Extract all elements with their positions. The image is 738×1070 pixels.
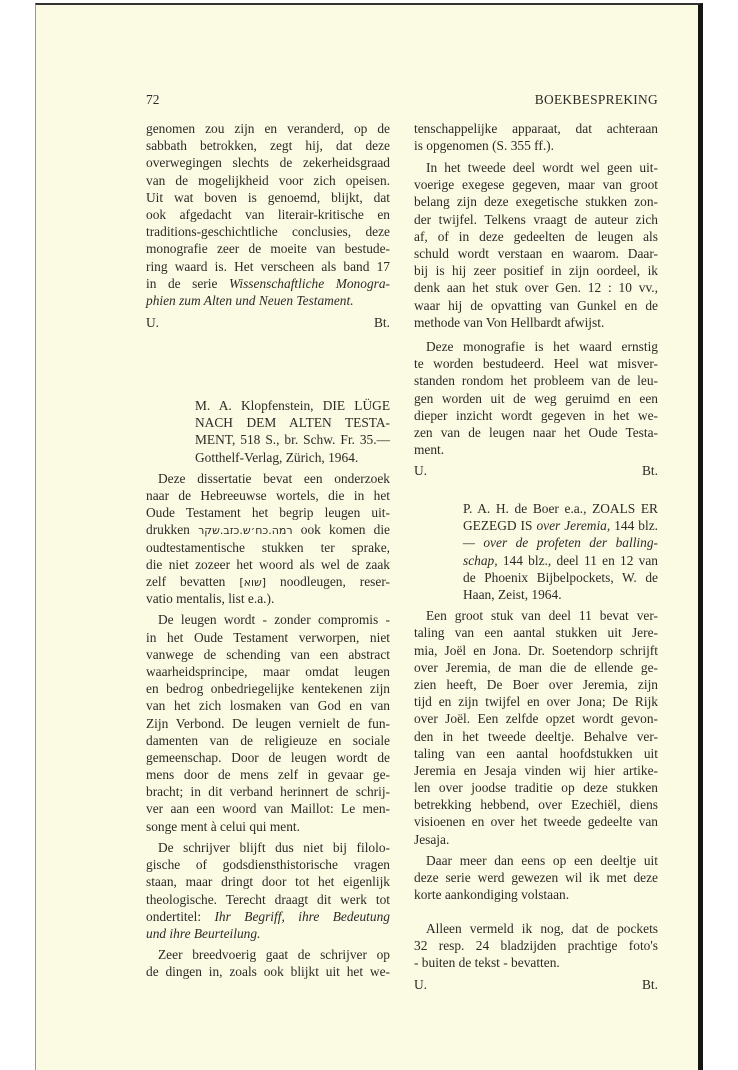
text-line: sabbath betrokken, zegt hij, dat deze [146, 138, 390, 154]
text-line [463, 534, 658, 551]
text-line [146, 275, 390, 292]
text-line: Alleen vermeld ik nog, dat de pockets [426, 921, 658, 936]
text-line: ring waard is. Het verscheen als band 17 [146, 258, 390, 274]
paragraph [146, 611, 390, 834]
text-line [146, 292, 390, 309]
paragraph [146, 839, 390, 942]
signature-initial: U. [146, 315, 160, 330]
text-line: MENT, 518 S., br. Schw. Fr. 35.— [195, 432, 390, 448]
book-citation [195, 397, 390, 466]
reviewer-signature [414, 976, 658, 993]
text-line: in het Oude Testament verworpen, niet [146, 629, 390, 645]
text-line: ment. [414, 442, 445, 458]
text-line [463, 517, 658, 534]
reviewer-signature [414, 462, 658, 479]
signature-initial: U. [414, 976, 428, 992]
text-line: Gotthelf-Verlag, Zürich, 1964. [195, 449, 359, 465]
text-line: Deze dissertatie bevat een onderzoek [158, 470, 390, 486]
text-line: mia, Joël en Jona. Dr. Soetendorp schrijft [414, 642, 658, 658]
text-line: en bedrog onbedriegelijke kentekenen zijn [146, 681, 390, 697]
text-line: gen worden uit de weg geruimd en een [414, 390, 658, 406]
text-line: die niet zozeer het woord als wel de zaak [146, 556, 390, 572]
text-line: Jesaja. [414, 831, 450, 847]
text-line: korte aankondiging volstaan. [414, 887, 570, 903]
italic-text: over Jeremia, [536, 518, 611, 534]
text-line: ver aan een woord van Maillot: Le men- [146, 801, 390, 817]
italic-text: Wissenschaftliche Monogra- [228, 275, 390, 291]
text-line: NACH DEM ALTEN TESTA- [195, 415, 390, 431]
text-line: De leugen wordt - zonder compromis - [158, 612, 390, 628]
text-line: monografie zeer de moeite van bestude- [146, 241, 390, 257]
text-line: theologische. Terecht draagt dit werk tot [146, 891, 390, 907]
text-segment: drukken [146, 522, 199, 538]
signature-name: Bt. [642, 976, 658, 992]
text-line [146, 521, 390, 538]
text-line: schuld wordt verstaan en waarom. Daar- [414, 245, 658, 261]
text-line: deze serie werd gewezen wil ik met deze [414, 870, 658, 886]
text-line: denk aan het stuk over Gen. 12 : 10 vv., [414, 280, 658, 296]
text-line: taling van een aantal stukken uit Jere- [414, 625, 658, 641]
text-line: songe ment à celui qui ment. [146, 818, 300, 834]
paragraph [146, 946, 390, 980]
text-line: gische of godsdiensthistorische vragen [146, 857, 390, 873]
text-line: zen van de leugen naar het Oude Testa- [414, 424, 658, 440]
text-line: Deze monografie is het waard ernstig [426, 339, 658, 354]
text-line: voerige exegese gegeven, maar van groot [414, 177, 658, 193]
text-line: Een groot stuk van deel 11 bevat ver- [426, 608, 658, 624]
text-segment: 144 blz. [610, 518, 658, 534]
text-line: bracht; in dit verband herinnert de schrij- [146, 784, 390, 800]
text-line: Oude Testament het begrip leugen uit- [146, 505, 390, 521]
hebrew-text: [שוא] [239, 575, 267, 589]
text-line: van het zich losmaken van God en van [146, 698, 390, 714]
text-line: traditions-geschichtliche conclusies, deze [146, 224, 390, 240]
hebrew-text: רמה.כח׳ש.כזב.שקר [198, 524, 293, 538]
text-segment: zelf bevatten [146, 573, 240, 589]
text-line: genomen zou zijn en veranderd, op de [146, 121, 390, 136]
text-line: tijd en zijn twijfel en over Jona; De Rijk [414, 694, 658, 710]
italic-text: und ihre Beurteilung. [146, 925, 261, 941]
text-line: oudtestamentische stukken ter sprake, [146, 539, 390, 555]
text-line: is opgenomen (S. 355 ff.). [414, 138, 554, 154]
text-line [463, 552, 658, 569]
paragraph [146, 470, 390, 608]
reviewer-signature [146, 314, 390, 331]
text-line: staan, maar dringt door tot het eigenlijk [146, 874, 390, 890]
text-line: visioenen en over het tweede gedeelte van [414, 814, 658, 830]
text-line: zien heeft, De Boer over Jeremia, zijn [414, 676, 658, 692]
text-segment: ondertitel: [146, 908, 215, 924]
text-line: waar hij de opvatting van Gunkel en de [414, 297, 658, 313]
text-segment: GEZEGD IS [463, 518, 537, 534]
text-line: bij is hij zeer positief in zijn oordeel, ik [414, 263, 658, 279]
text-line [146, 925, 390, 942]
italic-text: phien zum Alten und Neuen Testament. [146, 292, 354, 308]
text-line: over Jeremia, de man die de ellende ge- [414, 659, 658, 675]
italic-text: schap, [463, 552, 498, 568]
text-line: der twijfel. Telkens vraagt de auteur zich [414, 211, 658, 227]
text-line: tenschappelijke apparaat, dat achteraan [414, 121, 658, 136]
text-segment: 144 blz., deel 11 en 12 van [497, 552, 658, 568]
text-line: In het tweede deel wordt wel geen uit- [426, 160, 658, 175]
text-line: van de mogelijkheid voor zich opeisen. [146, 172, 390, 188]
text-line: den in het tweede deeltje. Behalve ver- [414, 728, 658, 744]
text-line [146, 908, 390, 925]
text-line: Uit wat boven is genoemd, blijkt, dat [146, 189, 390, 205]
text-line: waarheidsprincipe, maar omdat leugen [146, 663, 390, 679]
text-line: vatio mentalis, list e.a.). [146, 591, 275, 607]
text-line [146, 573, 390, 590]
signature-initial: U. [414, 463, 428, 479]
italic-text: — over de profeten der balling- [463, 535, 658, 551]
text-line: ook afgedacht van literair-kritische en [146, 206, 390, 222]
text-line: P. A. H. de Boer e.a., ZOALS ER [463, 501, 658, 516]
paragraph [414, 159, 658, 331]
text-line: Jeremia en Jesaja vinden wij hier artike- [414, 762, 658, 778]
text-line: - buiten de tekst - bevatten. [414, 955, 560, 971]
paragraph [414, 120, 658, 154]
text-segment: noodleugen, reser- [266, 573, 390, 589]
paragraph [414, 852, 658, 904]
paragraph [146, 120, 390, 309]
paragraph [414, 338, 658, 458]
text-line: Haan, Zeist, 1964. [463, 586, 562, 602]
text-line: gemeenschap. Door de leugen wordt de [146, 749, 390, 765]
text-line: methode van Von Hellbardt afwijst. [414, 314, 605, 330]
text-line: M. A. Klopfenstein, DIE LÜGE [195, 398, 390, 413]
book-citation [463, 500, 658, 603]
text-line: de Phoenix Bijbelpockets, W. de [463, 569, 658, 585]
text-line: over Joël. Een zelfde opzet wordt gevon- [414, 711, 658, 727]
text-line: mens door de mens zelf in gevaar ge- [146, 767, 390, 783]
text-line: belang zijn deze exegetische stukken zon- [414, 194, 658, 210]
text-line: dieper inzicht wordt gegeven in het we- [414, 407, 658, 423]
italic-text: Ihr Begriff, ihre Bedeutung [214, 908, 390, 924]
text-line: 32 resp. 24 bladzijden prachtige foto's [414, 938, 658, 954]
text-line: naar de Hebreeuwse wortels, die in het [146, 487, 390, 503]
page-number: 72 [146, 92, 160, 107]
text-line: te worden bestudeerd. Heel wat misver- [414, 356, 658, 372]
text-line: len over joodse traditie op deze stukken [414, 780, 658, 796]
text-line: overwegingen slechts de zekerheidsgraad [146, 155, 390, 171]
paragraph [414, 607, 658, 848]
text-segment: in de serie [146, 275, 229, 291]
text-line: vanwege de schending van een abstract [146, 646, 390, 662]
text-line: Zeer breedvoerig gaat de schrijver op [158, 947, 390, 963]
running-title: BOEKBESPREKING [534, 92, 658, 107]
text-line: af, of in deze gedeelten de leugen als [414, 228, 658, 244]
text-line: De schrijver blijft dus niet bij filolo- [158, 840, 390, 855]
text-line: damenten van de religieuze en sociale [146, 732, 390, 748]
signature-name: Bt. [374, 315, 390, 330]
text-line: de dingen in, zoals ook blijkt uit het we- [146, 964, 390, 980]
text-line: betrekking hebbend, over Ezechiël, diens [414, 797, 658, 813]
text-line: standen rondom het probleem van de leu- [414, 373, 658, 389]
text-line: Daar meer dan eens op een deeltje uit [426, 853, 658, 868]
text-line: Zijn Verbond. De leugen vernielt de fun- [146, 715, 390, 731]
signature-name: Bt. [642, 463, 658, 479]
paragraph [414, 920, 658, 972]
text-line: taling van een aantal hoofdstukken uit [414, 745, 658, 761]
text-segment: ook komen die [292, 522, 390, 538]
